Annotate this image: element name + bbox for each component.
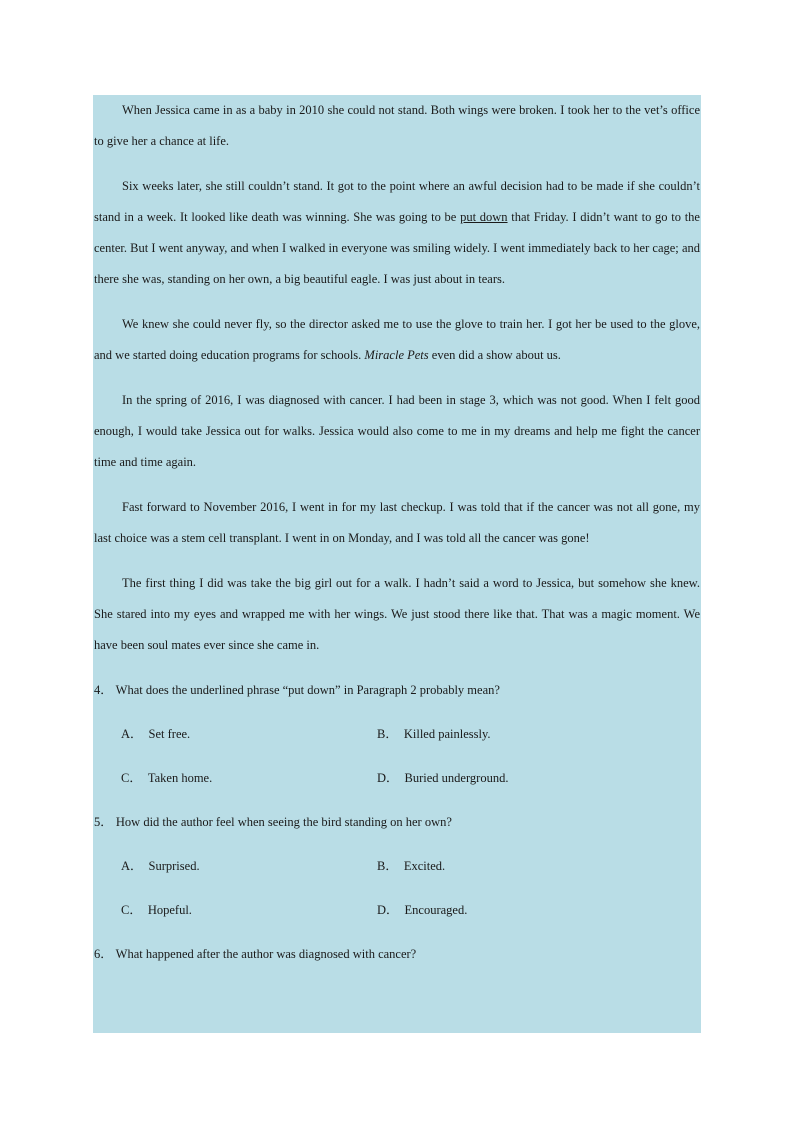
paragraph-6	[93, 568, 701, 661]
italic-title: Miracle Pets	[364, 348, 429, 362]
option-letter: D．	[377, 771, 399, 785]
paragraph-1-text: When Jessica came in as a baby in 2010 she could not stand. Both wings were broken. I took her to the vet’s office to give her a chance at life.	[94, 103, 700, 148]
question-text: How did the author feel when seeing the bird standing on her own?	[115, 815, 452, 829]
option-letter: C．	[121, 771, 142, 785]
option-letter: B．	[377, 859, 398, 873]
option-letter: A．	[121, 859, 143, 873]
option-text: Taken home.	[147, 771, 213, 785]
option-text: Excited.	[403, 859, 446, 873]
paragraph-5-text: Fast forward to November 2016, I went in for my last checkup. I was told that if the cancer was not all gone, my last choice was a stem cell transplant. I went in on Monday, and I was told all the cancer was gone!	[94, 500, 700, 545]
options-row	[93, 895, 701, 926]
option-text: Surprised.	[148, 859, 200, 873]
question-text: What does the underlined phrase “put down” in Paragraph 2 probably mean?	[115, 683, 500, 697]
option-letter: B．	[377, 727, 398, 741]
option-text: Set free.	[148, 727, 191, 741]
question-4	[93, 675, 701, 706]
paragraph-3-text-a: We knew she could never fly, so the director asked me to use the glove to train her. I got her be used to the glove, and we started doing education programs for schools.	[94, 317, 700, 362]
option-text: Encouraged.	[404, 903, 468, 917]
question-number: 6．	[94, 947, 113, 961]
highlighted-content	[93, 95, 701, 1033]
option-letter: D．	[377, 903, 399, 917]
option-a[interactable]	[93, 719, 377, 750]
option-letter: C．	[121, 903, 142, 917]
question-number: 5．	[94, 815, 113, 829]
options-row	[93, 763, 701, 794]
option-letter: A．	[121, 727, 143, 741]
question-text: What happened after the author was diagnosed with cancer?	[115, 947, 417, 961]
option-d[interactable]	[377, 763, 633, 794]
paragraph-2-text-b: that Friday. I didn’t want to go to the center. But I went anyway, and when I walked in everyone was smiling widely. I went immediately back to her cage; and there she was, standing on her own, a big beautiful eagle. I was just about in tears.	[94, 210, 700, 286]
paragraph-3-text-b: even did a show about us.	[428, 348, 561, 362]
option-d[interactable]	[377, 895, 633, 926]
option-a[interactable]	[93, 851, 377, 882]
options-row	[93, 851, 701, 882]
option-c[interactable]	[93, 895, 377, 926]
option-text: Buried underground.	[404, 771, 509, 785]
underlined-phrase: put down	[460, 210, 508, 224]
paragraph-4	[93, 385, 701, 478]
paragraph-1	[93, 95, 701, 157]
option-b[interactable]	[377, 851, 633, 882]
paragraph-3	[93, 309, 701, 371]
paragraph-5	[93, 492, 701, 554]
question-6	[93, 939, 701, 970]
option-b[interactable]	[377, 719, 633, 750]
option-text: Killed painlessly.	[403, 727, 491, 741]
paragraph-2-text-a: Six weeks later, she still couldn’t stand. It got to the point where an awful decision had to be made if she couldn’t stand in a week. It looked like death was winning. She was going to be	[94, 179, 700, 224]
option-c[interactable]	[93, 763, 377, 794]
question-5	[93, 807, 701, 838]
paragraph-4-text: In the spring of 2016, I was diagnosed with cancer. I had been in stage 3, which was not good. When I felt good enough, I would take Jessica out for walks. Jessica would also come to me in my dreams and help me fight the cancer time and time again.	[94, 393, 700, 469]
question-number: 4．	[94, 683, 113, 697]
paragraph-6-text: The first thing I did was take the big girl out for a walk. I hadn’t said a word to Jessica, but somehow she knew. She stared into my eyes and wrapped me with her wings. We just stood there like that. That was a magic moment. We have been soul mates ever since she came in.	[94, 576, 700, 652]
options-row	[93, 719, 701, 750]
option-text: Hopeful.	[147, 903, 192, 917]
paragraph-2	[93, 171, 701, 295]
